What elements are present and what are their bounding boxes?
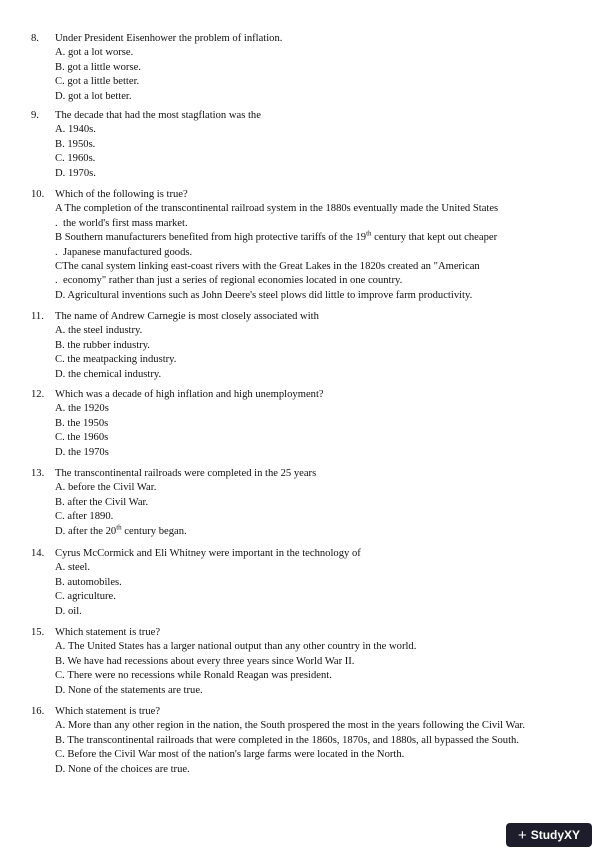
option-d: D. the chemical industry. — [55, 368, 162, 380]
question-number: 16. — [31, 706, 45, 717]
studyxy-logo — [506, 823, 592, 847]
question-text: Which statement is true? — [55, 627, 161, 638]
option-a: A The completion of the transcontinental railroad system in the 1880s eventually made the United States . the world's first mass market. — [55, 203, 499, 229]
option-b: B. 1950s. — [55, 138, 96, 150]
question-text: Cyrus McCormick and Eli Whitney were important in the technology of — [55, 548, 361, 559]
option-d: D. None of the choices are true. — [55, 763, 190, 775]
option-d: D. got a lot better. — [55, 90, 132, 102]
question-text: Which was a decade of high inflation and high unemployment? — [55, 389, 324, 400]
question-16 — [31, 705, 591, 777]
question-13 — [31, 467, 591, 539]
option-d: D. oil. — [55, 605, 82, 617]
option-d: D. Agricultural inventions such as John Deere's steel plows did little to improve farm productivity. — [55, 289, 473, 301]
option-a: A. steel. — [55, 562, 91, 574]
question-number: 9. — [31, 110, 39, 121]
option-b: B. after the Civil War. — [55, 496, 149, 508]
question-text: The decade that had the most stagflation was the — [55, 110, 261, 121]
option-c: C. got a little better. — [55, 76, 140, 88]
option-c: C. agriculture. — [55, 591, 116, 603]
option-b: B. The transcontinental railroads that were completed in the 1860s, 1870s, and 1880s, all bypassed the South. — [55, 734, 519, 746]
option-b: B. got a little worse. — [55, 61, 141, 73]
question-number: 12. — [31, 389, 45, 400]
question-number: 10. — [31, 189, 45, 200]
question-number: 11. — [31, 311, 44, 322]
option-b: B Southern manufacturers benefited from high protective tariffs of the 19th century that kept out cheaper . Japanese manufactured goods. — [55, 229, 498, 258]
question-14 — [31, 547, 591, 619]
option-a: A. More than any other region in the nation, the South prospered the most in the years following the Civil War. — [55, 720, 525, 732]
option-a: A. The United States has a larger national output than any other country in the world. — [55, 641, 417, 653]
option-c: C. after 1890. — [55, 511, 114, 523]
question-number: 15. — [31, 627, 45, 638]
option-b: B. the 1950s — [55, 417, 109, 429]
plus-icon: + — [517, 826, 527, 844]
option-d: D. the 1970s — [55, 446, 109, 458]
option-b: B. automobiles. — [55, 576, 122, 588]
option-c: CThe canal system linking east-coast rivers with the Great Lakes in the 1820s created an "American . economy" rather than just a series of regional economies located in one country. — [55, 261, 480, 287]
question-number: 13. — [31, 468, 45, 479]
option-b: B. We have had recessions about every three years since World War II. — [55, 655, 355, 667]
question-text: The name of Andrew Carnegie is most closely associated with — [55, 311, 319, 322]
question-10 — [31, 188, 591, 303]
question-12 — [31, 388, 591, 460]
option-c: C. 1960s. — [55, 153, 96, 165]
question-9 — [31, 109, 591, 181]
question-text: Which of the following is true? — [55, 189, 188, 200]
option-a: A. got a lot worse. — [55, 47, 134, 59]
option-c: C. There were no recessions while Ronald Reagan was president. — [55, 670, 332, 682]
question-8 — [31, 32, 591, 104]
option-c: C. Before the Civil War most of the nation's large farms were located in the North. — [55, 749, 405, 761]
logo-text: StudyXY — [530, 828, 581, 842]
option-d: D. None of the statements are true. — [55, 684, 203, 696]
question-text: Under President Eisenhower the problem of inflation. — [55, 33, 283, 44]
question-15 — [31, 626, 591, 698]
option-c: C. the 1960s — [55, 432, 109, 444]
question-11 — [31, 310, 591, 382]
question-text: The transcontinental railroads were completed in the 25 years — [55, 468, 317, 479]
option-a: A. the 1920s — [55, 403, 109, 415]
option-d: D. after the 20th century began. — [55, 523, 187, 537]
option-c: C. the meatpacking industry. — [55, 354, 177, 366]
option-a: A. before the Civil War. — [55, 482, 157, 494]
question-number: 14. — [31, 548, 45, 559]
option-a: A. 1940s. — [55, 124, 96, 136]
question-number: 8. — [31, 33, 39, 44]
option-b: B. the rubber industry. — [55, 339, 150, 351]
option-a: A. the steel industry. — [55, 325, 143, 337]
option-d: D. 1970s. — [55, 167, 96, 179]
question-text: Which statement is true? — [55, 706, 161, 717]
